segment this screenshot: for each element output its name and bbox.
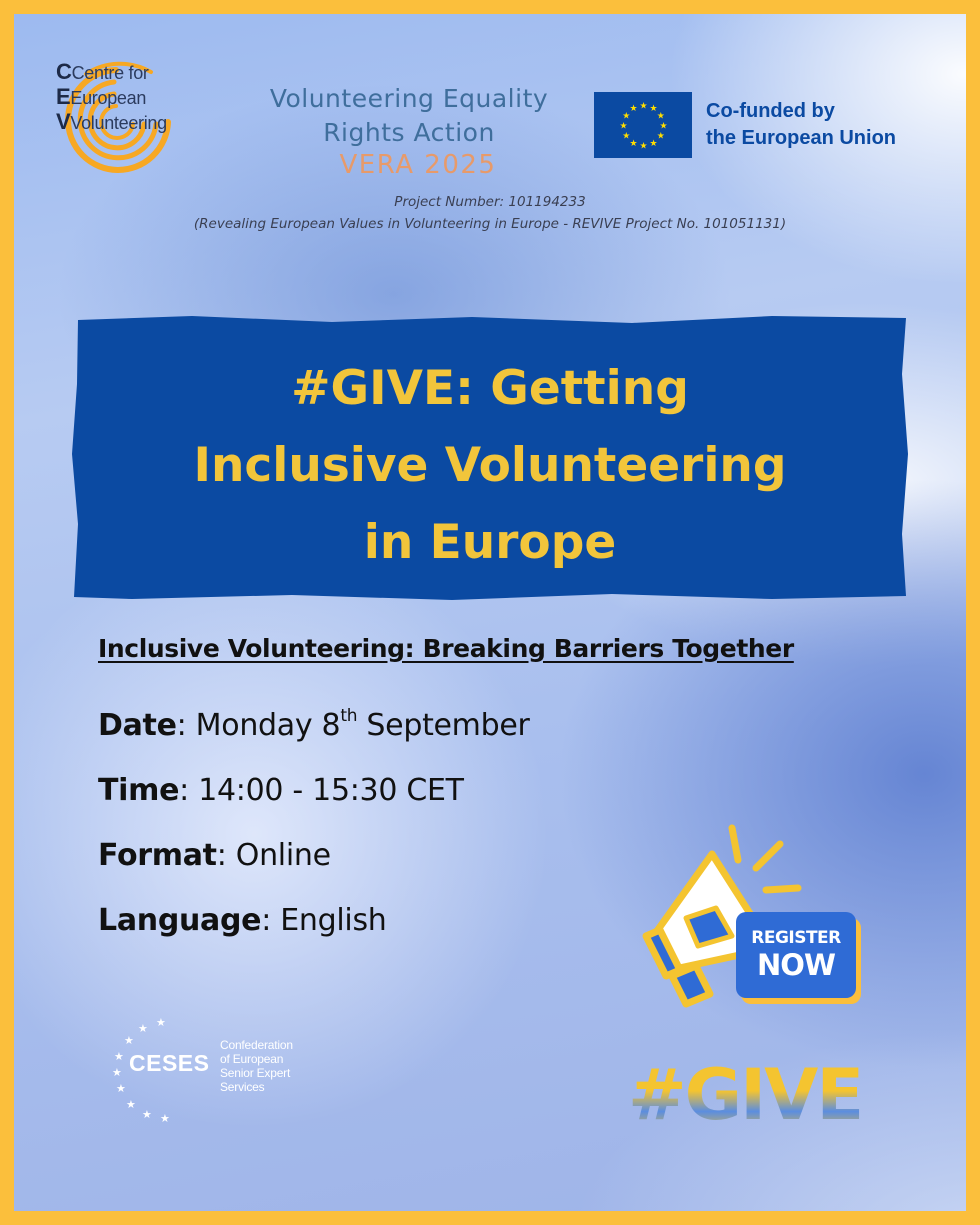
project-number: Project Number: 101194233 — [394, 194, 586, 210]
revive-project: (Revealing European Values in Volunteering in Europe - REVIVE Project No. 101051131) — [193, 216, 787, 232]
eu-funding-text — [706, 98, 896, 152]
svg-text:★: ★ — [156, 1016, 166, 1029]
vera-line-1: Volunteering Equality — [269, 84, 549, 113]
format-row — [98, 838, 331, 873]
title-line-1: #GIVE: Getting — [291, 361, 689, 416]
vera-line-2: Rights Action — [323, 118, 495, 147]
time-label: Time — [98, 773, 180, 808]
eu-star: ★ — [639, 141, 648, 152]
svg-text:★: ★ — [138, 1022, 148, 1035]
eu-star: ★ — [649, 104, 658, 115]
eu-star: ★ — [656, 111, 665, 122]
date-month: September — [357, 708, 530, 743]
date-ordinal: th — [340, 706, 358, 726]
eu-star: ★ — [629, 138, 638, 149]
ceses-full-name — [220, 1038, 293, 1094]
date-label: Date — [98, 708, 177, 743]
language-value: : English — [261, 903, 387, 938]
eu-star: ★ — [622, 111, 631, 122]
svg-text:★: ★ — [142, 1108, 152, 1121]
eu-star: ★ — [639, 101, 648, 112]
event-title — [72, 350, 908, 581]
vera-logo — [224, 82, 594, 180]
register-now-button[interactable] — [736, 912, 856, 998]
svg-text:★: ★ — [112, 1066, 122, 1079]
now-label: NOW — [757, 948, 835, 982]
format-value: : Online — [216, 838, 331, 873]
eu-line-2: the European Union — [706, 127, 896, 149]
title-line-3: in Europe — [363, 515, 617, 570]
time-row — [98, 773, 464, 808]
title-line-2: Inclusive Volunteering — [193, 438, 787, 493]
eu-star: ★ — [659, 121, 668, 132]
format-label: Format — [98, 838, 217, 873]
ceses-line-3: Senior Expert — [220, 1066, 291, 1080]
svg-text:★: ★ — [116, 1082, 126, 1095]
register-label: REGISTER — [751, 928, 841, 948]
date-value: : Monday 8 — [176, 708, 341, 743]
svg-text:★: ★ — [160, 1112, 170, 1124]
cev-logo-text: CCentre for EEuropean VVolunteering — [56, 59, 167, 134]
svg-text:★: ★ — [124, 1034, 134, 1047]
ceses-line-2: of European — [220, 1052, 284, 1066]
svg-text:★: ★ — [114, 1050, 124, 1063]
ceses-line-4: Services — [220, 1080, 265, 1094]
language-label: Language — [98, 903, 262, 938]
event-subtitle: Inclusive Volunteering: Breaking Barriers Together — [98, 634, 794, 663]
time-value: : 14:00 - 15:30 CET — [179, 773, 464, 808]
eu-star: ★ — [649, 138, 658, 149]
svg-text:★: ★ — [126, 1098, 136, 1111]
language-row — [98, 903, 387, 938]
vera-name: VERA 2025 — [339, 150, 497, 180]
eu-star: ★ — [629, 104, 638, 115]
ceses-name: CESES — [129, 1050, 210, 1076]
ceses-line-1: Confederation — [220, 1038, 293, 1052]
eu-star: ★ — [619, 121, 628, 132]
eu-flag — [594, 92, 692, 158]
eu-star: ★ — [656, 131, 665, 142]
date-row — [98, 708, 530, 743]
eu-star: ★ — [622, 131, 631, 142]
give-hashtag: #GIVE — [628, 1054, 863, 1136]
eu-line-1: Co-funded by — [706, 100, 835, 122]
